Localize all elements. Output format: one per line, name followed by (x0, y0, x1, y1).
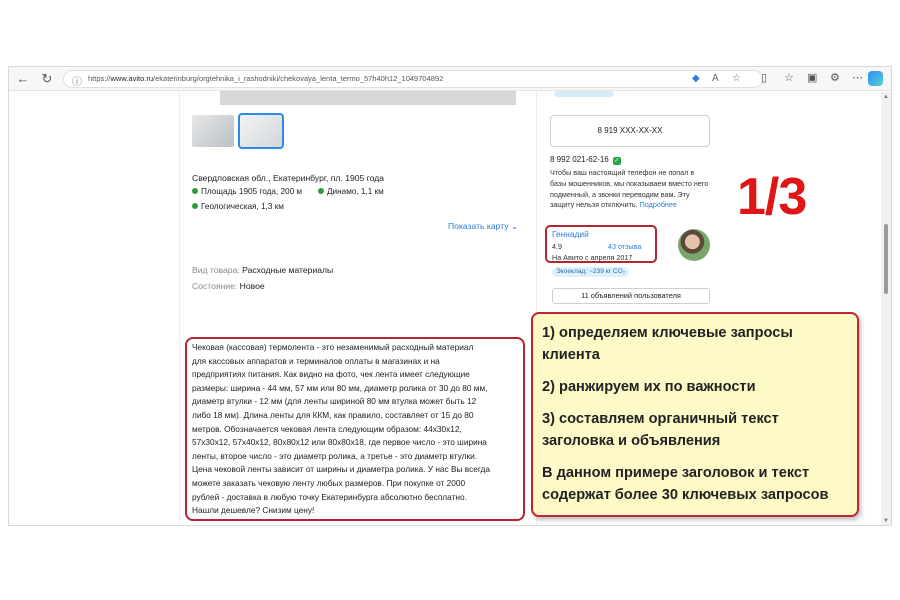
main-photo[interactable] (220, 91, 516, 105)
product-state: Состояние: Новое (192, 281, 265, 291)
seller-name[interactable]: Геннадий (552, 229, 589, 239)
note-line: 2) ранжируем их по важности (542, 379, 756, 395)
back-icon[interactable]: ← (16, 71, 30, 86)
note-line: В данном примере заголовок и текст (542, 465, 810, 481)
more-icon[interactable]: ⋯ (852, 72, 863, 84)
description-line: 57х30х12, 57х40х12, 80х80х12 или 80х80х18, где первое число - это ширина (192, 437, 487, 448)
note-line: 3) составляем органичный текст (542, 411, 779, 427)
description-line: для кассовых аппаратов и терминалов оплаты в магазинах и на (192, 355, 440, 366)
product-type: Вид товара: Расходные материалы (192, 265, 334, 275)
extensions-icon[interactable]: ⚙ (830, 72, 840, 84)
favorites-icon[interactable]: ☆ (784, 72, 794, 84)
description-line: диаметр втулки - 12 мм (для ленты шириной 80 мм втулка может быть 12 (192, 396, 477, 407)
copilot-icon[interactable] (868, 71, 883, 86)
metro-dot-icon (192, 188, 198, 194)
scrollbar-thumb[interactable] (884, 224, 888, 294)
metro-station: Геологическая, 1,3 км (192, 202, 284, 211)
seller-rating: 4.9 (552, 242, 562, 251)
metro-station: Площадь 1905 года, 200 м (192, 187, 302, 196)
browser-toolbar (9, 67, 891, 91)
scroll-up-icon[interactable]: ▲ (883, 94, 889, 100)
metro-dot-icon (318, 188, 324, 194)
scroll-down-icon[interactable]: ▼ (883, 518, 889, 524)
avatar[interactable] (678, 229, 710, 261)
shield-check-icon: ✓ (614, 158, 620, 164)
description-line: Нашли дешевле? Снизим цену! (192, 505, 315, 516)
tag-icon[interactable]: ◆ (692, 73, 700, 84)
photo-thumbnail-selected[interactable] (240, 115, 282, 147)
description-line: метров. Обозначается чековая лента следующим образом: 44х30х12, (192, 423, 462, 434)
note-line: клиента (542, 347, 600, 363)
slide-number: 1/3 (737, 168, 807, 226)
reload-icon[interactable]: ↻ (41, 71, 53, 86)
collections-icon[interactable]: ▣ (807, 72, 818, 84)
lock-icon: ⓘ (72, 77, 82, 88)
seller-since: На Авито с апреля 2017 (552, 253, 633, 262)
seller-reviews-link[interactable]: 43 отзыва (608, 242, 642, 251)
photo-thumbnail[interactable] (192, 115, 234, 147)
note-line: заголовка и объявления (542, 433, 721, 449)
split-screen-icon[interactable]: ▯ (761, 72, 768, 84)
url-text: https://www.avito.ru/ekaterinburg/orgtehnika_i_rashodniki/chekovaya_lenta_termo_57h40h12_1049704892 (88, 74, 444, 83)
description-line: ленты, второе число - это диаметр ролика, а третье - это диаметр втулки. (192, 450, 478, 461)
listing-description (192, 341, 517, 518)
more-info-link[interactable]: Подробнее (639, 200, 677, 210)
annotation-note (531, 312, 859, 517)
show-map-link[interactable]: Показать карту ⌄ (448, 221, 519, 231)
listing-column (179, 91, 537, 526)
description-line: предприятиях питания. Как видно на фото, чек лента имеет следующие (192, 369, 470, 380)
verified-phone: 8 992 021-62-16 ✓ (550, 155, 620, 164)
favorite-star-icon[interactable]: ☆ (732, 73, 741, 84)
note-line: содержат более 30 ключевых запросов (542, 487, 829, 503)
show-phone-button[interactable]: 8 919 XXX-XX-XX (550, 115, 710, 147)
description-line: размеры: ширина - 44 мм, 57 мм или 80 мм, диаметр ролика от 30 до 80 мм, (192, 382, 488, 393)
description-line: Чековая (кассовая) термолента - это незаменимый расходный материал (192, 342, 474, 352)
description-line: рублей - доставка в любую точку Екатеринбурга абсолютно бесплатно. (192, 491, 467, 502)
status-pill (554, 91, 614, 97)
listing-address: Свердловская обл., Екатеринбург, пл. 1905 года (192, 173, 385, 183)
eco-badge: Экоеклад: ~239 кг CO₂ (552, 267, 629, 277)
phone-protection-note: Чтобы ваш настоящий телефон не попал в базы мошенников, мы показываем вместо него подменный, а звонки переводим вам. Эту защиту нельзя отключить. Подробнее (550, 168, 709, 210)
scrollbar[interactable] (881, 92, 891, 526)
seller-listings-button[interactable]: 11 объявлений пользователя (552, 288, 710, 304)
description-line: Цена чековой ленты зависит от ширины и диаметра ролика. У нас Вы всегда (192, 464, 490, 475)
address-bar[interactable] (63, 70, 763, 88)
metro-station: Динамо, 1,1 км (318, 187, 384, 196)
description-line: либо 18 мм). Длина ленты для ККМ, как правило, составляет от 15 до 80 (192, 409, 474, 420)
description-line: можете заказать чековую ленту любых размеров. При покупке от 2000 (192, 477, 466, 488)
chevron-down-icon: ⌄ (510, 221, 519, 231)
note-line: 1) определяем ключевые запросы (542, 325, 793, 341)
read-aloud-icon[interactable]: A (712, 73, 719, 84)
metro-dot-icon (192, 203, 198, 209)
